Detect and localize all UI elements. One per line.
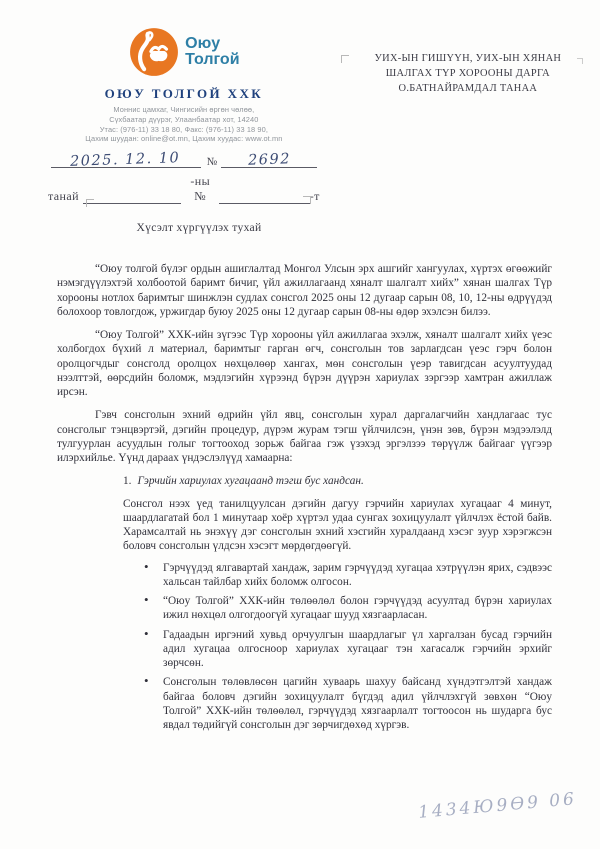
brand-line2: Толгой: [185, 51, 240, 68]
address-line: Моннис цамхаг, Чингисийн өргөн чөлөө,: [113, 105, 255, 114]
recipient-line: О.БАТНАЙРАМДАЛ ТАНАА: [398, 82, 538, 94]
subject-line: Хүсэлт хүргүүлэх тухай: [136, 221, 262, 235]
yourref-blank-1: [83, 190, 181, 204]
address-line: Утас: (976-11) 33 18 80, Факс: (976-11) 33 18 90,: [99, 124, 268, 134]
handwritten-date: 2025. 12. 10: [70, 150, 182, 171]
crop-mark-subject-left: [86, 199, 94, 207]
letterhead-right-column: [354, 52, 582, 204]
date-field: [51, 150, 201, 171]
brand-line1: Оюу: [185, 35, 221, 52]
numbered-item: [123, 474, 552, 488]
company-name: ОЮУ ТОЛГОЙ ХХК: [104, 86, 264, 101]
body-paragraph: Гэвч сонсголын эхний өдрийн үйл явц, сонсголын хурал даргалагчийн хандлагаас тус сонсголыг тэнцвэртэй, дэгийн процедур, дүрэм журам тэгш үйлчилсэн, үнэн зөв, бүрэн мэдээлэлд тулгуурлан асуудлын голыг тогтооход зорьж байгаа гэж үзэхэд эргэлзээ төрүүлж байгааг үүгээр илэрхийлье. Үүнд дараах үндэслэлүүд хамаарна:: [57, 409, 552, 465]
recipient-line: УИХ-ЫН ГИШҮҮН, УИХ-ЫН ХЯНАН: [374, 53, 562, 64]
brand-wordmark: [185, 26, 239, 68]
number-symbol: №: [206, 156, 218, 169]
bullet-item: • Сонсголын төлөвлөсөн цагийн хуваарь шахуу байсанд хүндэтгэлтэй хандаж байгаа боловч дэгийн зохицуулалт бүгдэд адил үйлчлэхгүй зөвхөн “Оюу Толгой” ХХК-ийн төлөөлөл, гэрчүүдэд хязгаарлалт тогтоосон нь шударга бус явдал төдийгүй сонсголын дэг зөрчигдөхөд хүргэв.: [142, 675, 552, 732]
company-logo: [128, 26, 239, 78]
company-address: [48, 105, 320, 144]
bullet-list: [142, 561, 552, 733]
letter-body: [57, 262, 552, 732]
address-line: Сүхбаатар дүүрэг, Улаанбаатар хот, 14240: [109, 114, 259, 124]
yourref-blank-2: [219, 190, 309, 204]
subject-block: [88, 218, 310, 236]
recipient-block: [354, 52, 582, 96]
yourref-prefix: танай: [48, 189, 79, 204]
numbered-item-number: 1.: [123, 475, 132, 488]
crop-mark-recipient-left: [341, 55, 349, 63]
letterhead: [0, 0, 600, 204]
body-paragraph: “Оюу толгой бүлэг ордын ашиглалтад Монгол Улсын эрх ашгийг хангуулах, хүртэх өгөөжийг нэмэгдүүлэхтэй холбоотой баримт бичиг, үйл ажиллагаанд хяналт шалгалт хийх” хянан шалгах Түр хорооны нотлох баримтыг шинжлэн судлах сонсгол 2025 оны 12 дугаар сарын 08, 10, 12-ны өдрүүдэд болохоор товлогдож, уржигдар буюу 2025 оны 12 дугаар сарын 08-ны өдөр эхэлсэн билээ.: [57, 263, 552, 318]
bullet-item: • Гэрчүүдэд ялгавартай хандаж, зарим гэрчүүдэд хугацаа хэтрүүлэн ярих, сэдвээс хальсан тайлбар хийх боломж олгосон.: [142, 561, 552, 590]
outgoing-ref-row: [48, 150, 320, 171]
yourref-suffix: -т: [309, 189, 320, 204]
address-line: Цахим шуудан: online@ot.mn, Цахим хуудас: www.ot.mn: [85, 134, 283, 144]
number-field: [221, 151, 317, 168]
handwritten-footer-mark: 1434Ю9Ө9 06: [417, 789, 578, 823]
bullet-item: • “Оюу Толгой” ХХК-ийн төлөөлөл болон гэрчүүдэд асуултад бүрэн хариулах ижил нөхцөл олгогдоогүй хугацааг шууд хязгаарласан.: [142, 594, 552, 623]
camel-icon: [128, 26, 180, 78]
body-paragraph: “Оюу Толгой” ХХК-ийн зүгээс Түр хорооны үйл ажиллагаа эхэлж, хяналт шалгалт хийх үеэс холбогдох бүхий л материал, баримтыг гарган өгч, сонсголын тов зарлагдсан үеэс гэрч болон оролцогчдыг сонсголд оролцох нөхцөлөөр хангах, мөн сонсголын үеэр тавигдсан асуултуудад нээлттэй, өөрсдийн боломж, мэдлэгийн хүрээнд бүрэн дүүрэн хариулах зэргээр хамтран ажиллаж ирсэн.: [57, 329, 552, 399]
yourref-middle: -ны №: [190, 174, 211, 204]
sub-paragraph: Сонсгол нээх үед танилцуулсан дэгийн дагуу гэрчийн хариулах хугацааг 4 минут, шаардлагатай бол 1 минутаар хоёр хүртэл удаа сунгах зохицуулалт үйлчлэх ёстой байв. Харамсалтай нь энэхүү дэг сонсголын эхний хэсгийн хуралдаанд хэсэг зуур хэрэгжсэн боловч сонсголын үлдсэн хэсэгт мөрдөгдөөгүй.: [123, 497, 552, 553]
numbered-item-title: Гэрчийн хариулах хугацаанд тэгш бус хандсан.: [137, 475, 364, 488]
letterhead-left-column: [48, 26, 320, 204]
recipient-line: ШАЛГАХ ТҮР ХОРООНЫ ДАРГА: [385, 67, 550, 79]
crop-mark-subject-right: [303, 196, 311, 204]
handwritten-number: 2692: [247, 151, 291, 169]
bullet-item: • Гадаадын иргэний хувьд орчуулгын шаардлагыг үл харгалзан бусад гэрчийн адил хугацаа олгосноор хариулах хугацааг тэн хагасалж гэрчийн эрхийг зөрчсөн.: [142, 628, 552, 671]
